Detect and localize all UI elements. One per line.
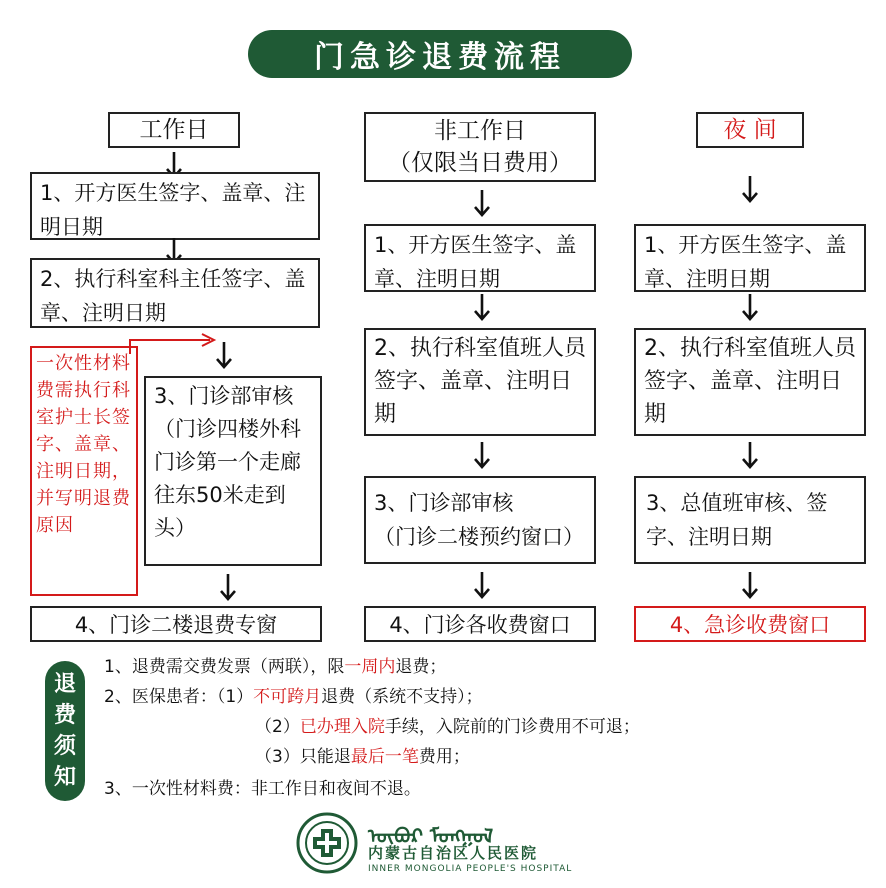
night-step4: 4、急诊收费窗口 [634,606,866,642]
workday-step3: 3、门诊部审核（门诊四楼外科门诊第一个走廊往东50米走到头） [144,376,322,566]
night-header: 夜 间 [696,112,804,148]
note-text: 费用； [418,747,470,767]
note-line-4 [255,742,470,772]
hospital-english-name: INNER MONGOLIA PEOPLE'S HOSPITAL [368,864,573,874]
nonworkday-header [364,112,596,182]
down-arrow-icon [472,292,492,322]
note-line-1 [104,652,446,682]
nonworkday-step2: 2、执行科室值班人员签字、盖章、注明日期 [364,328,596,436]
down-arrow-icon [740,292,760,322]
night-step2: 2、执行科室值班人员签字、盖章、注明日期 [634,328,866,436]
note-highlight: 一周内 [344,657,396,677]
note-highlight: 最后一笔 [350,747,419,767]
note-text: 手续，入院前的门诊费用不可退； [384,717,640,737]
nonworkday-header-line1: 非工作日 [434,118,526,144]
down-arrow-icon [218,572,238,602]
down-arrow-icon [740,174,760,204]
notes-label-char: 须 [53,734,76,759]
note-text: 1、退费需交费发票（两联），限 [104,657,345,677]
note-line-3 [255,712,640,742]
down-arrow-icon [472,440,492,470]
night-step1: 1、开方医生签字、盖章、注明日期 [634,224,866,292]
notes-label-char: 费 [53,703,76,728]
nonworkday-step1: 1、开方医生签字、盖章、注明日期 [364,224,596,292]
note-text: （2） [255,717,300,737]
down-arrow-icon [472,188,492,218]
note-line-2 [104,682,483,712]
note-text: 退费（系统不支持）； [321,687,483,707]
red-connector-arrow-icon [128,330,222,356]
note-highlight: 不可跨月 [253,687,322,707]
notes-label-char: 退 [53,672,76,697]
nonworkday-step3 [364,476,596,564]
nonworkday-step3-line2: （门诊二楼预约窗口） [374,525,584,549]
workday-step2: 2、执行科室科主任签字、盖章、注明日期 [30,258,320,328]
notes-label-char: 知 [53,765,76,790]
hospital-chinese-name: 内蒙古自治区人民医院 [368,844,539,862]
nonworkday-header-line2: （仅限当日费用） [388,150,572,176]
hospital-mongolian-name: ᠥᠪᠦᠷ ᠮᠣᠩᠭᠣᠯ [368,824,494,848]
page-title: 门急诊退费流程 [248,30,632,78]
note-highlight: 已办理入院 [299,717,385,737]
hospital-logo-icon [296,812,358,874]
workday-header: 工作日 [108,112,240,148]
note-text: （3）只能退 [255,747,351,767]
nonworkday-step3-line1: 3、门诊部审核 [374,491,514,515]
disposable-material-note: 一次性材料费需执行科室护士长签字、盖章、注明日期，并写明退费原因 [30,346,138,596]
note-text: 2、医保患者：（1） [104,687,254,707]
note-line-5: 3、一次性材料费：非工作日和夜间不退。 [104,779,421,799]
down-arrow-icon [740,570,760,600]
down-arrow-icon [740,440,760,470]
workday-step1: 1、开方医生签字、盖章、注明日期 [30,172,320,240]
night-step3: 3、总值班审核、签字、注明日期 [634,476,866,564]
down-arrow-icon [472,570,492,600]
note-text: 退费； [395,657,447,677]
nonworkday-step4: 4、门诊各收费窗口 [364,606,596,642]
refund-notes-label [45,661,85,801]
workday-step4: 4、门诊二楼退费专窗 [30,606,322,642]
down-arrow-icon [214,340,234,370]
